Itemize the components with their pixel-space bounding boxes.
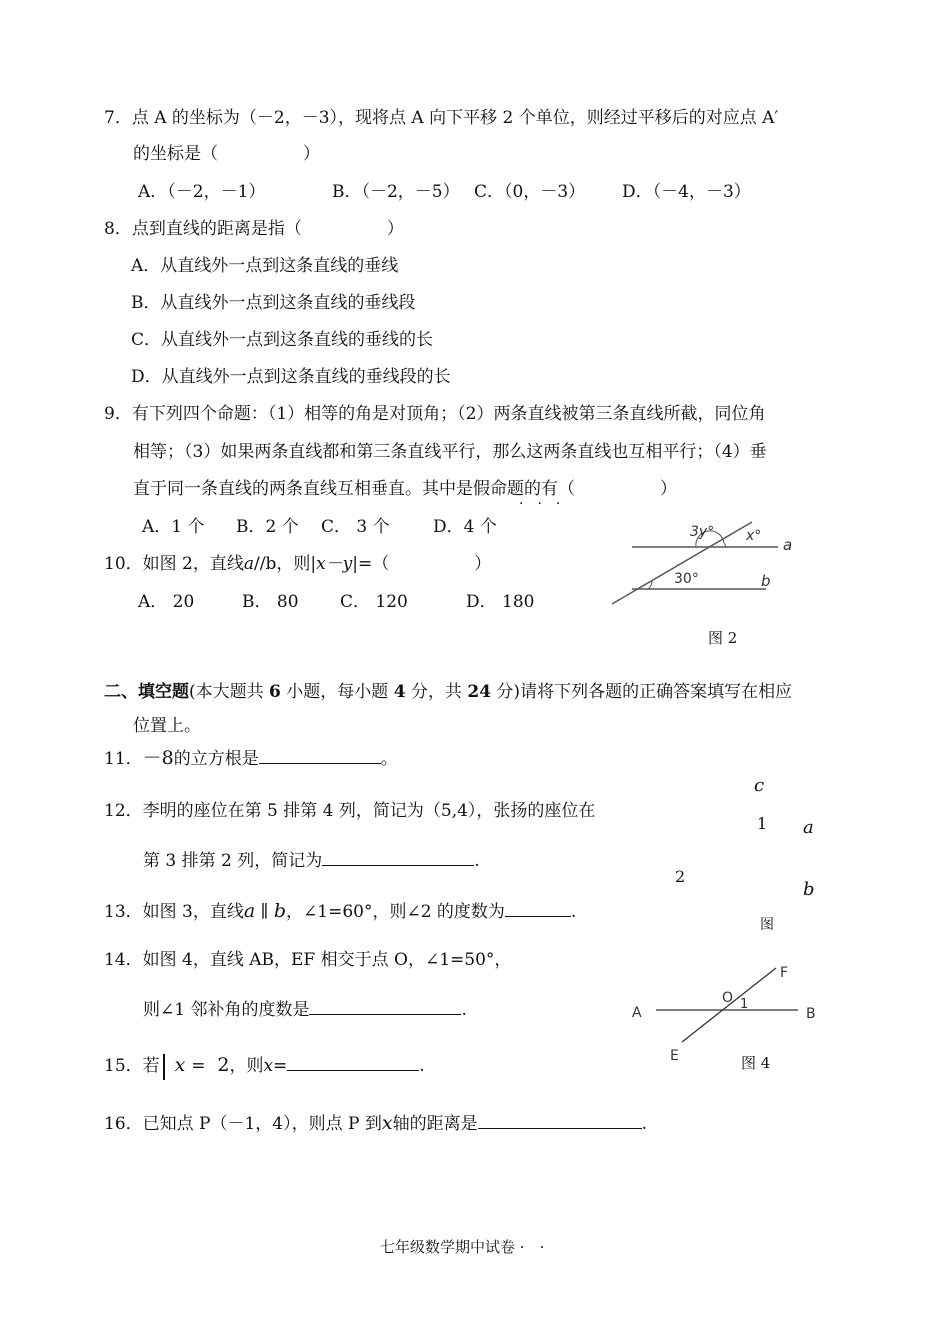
figure-4	[620, 960, 840, 1070]
figure-2-caption: 图 2	[708, 629, 738, 647]
fig3-label-b: b	[803, 879, 815, 900]
q7-option-c: C．（0，－3）	[474, 182, 586, 202]
q11-answer-blank[interactable]	[259, 747, 381, 764]
q10-option-d: D． 180	[466, 592, 535, 612]
q14-line1: 14．如图 4，直线 AB，EF 相交于点 O，∠1=50°，	[104, 950, 512, 970]
fig3-caption: 图	[760, 917, 774, 933]
q14-answer-blank[interactable]	[309, 998, 461, 1015]
q12-answer-blank[interactable]	[322, 849, 474, 866]
q11: 11．－8的立方根是 。	[104, 747, 398, 769]
q13: 13．如图 3，直线a ∥ b，∠1=60°，则∠2 的度数为 .	[104, 900, 577, 922]
q9-line1: 9．有下列四个命题：（1）相等的角是对顶角；（2）两条直线被第三条直线所截，同位角	[104, 404, 766, 424]
q7-option-b: B．（－2，－5）	[332, 182, 460, 202]
label-1: 1	[740, 997, 749, 1012]
label-O: O	[722, 990, 734, 1006]
q9-option-a: A．1 个	[142, 517, 205, 537]
q10-option-c: C． 120	[340, 592, 408, 612]
fig3-label-1: 1	[757, 814, 768, 833]
label-30: 30°	[674, 571, 699, 587]
figure-4-caption: 图 4	[741, 1054, 771, 1072]
label-x: x°	[746, 528, 762, 544]
q8-stem: 8．点到直线的距离是指（ ）	[104, 219, 404, 239]
q8-option-d: D．从直线外一点到这条直线的垂线段的长	[131, 367, 451, 387]
label-F: F	[780, 965, 789, 981]
emphasis-dots: · · ·	[519, 496, 561, 512]
q16-answer-blank[interactable]	[478, 1112, 642, 1129]
q8-option-a: A．从直线外一点到这条直线的垂线	[131, 256, 399, 276]
figure-2	[600, 510, 820, 620]
transversal	[612, 522, 752, 604]
q9-option-c: C． 3 个	[321, 517, 390, 537]
fig3-label-2: 2	[675, 867, 686, 886]
label-b: b	[761, 572, 771, 590]
q8-option-c: C．从直线外一点到这条直线的垂线的长	[131, 330, 434, 350]
section-2-heading-line2: 位置上。	[133, 716, 201, 736]
q12-line1: 12．李明的座位在第 5 排第 4 列，简记为（5,4），张扬的座位在	[104, 801, 596, 821]
page-footer: 七年级数学期中试卷 · ·	[380, 1238, 545, 1256]
q9-option-b: B．2 个	[236, 517, 299, 537]
fig3-label-c: c	[754, 775, 765, 796]
fig3-label-a: a	[803, 817, 814, 838]
q10-stem: 10．如图 2，直线a//b，则|x－y|=（ ）	[104, 554, 492, 574]
q7-option-d: D．（－4，－3）	[622, 182, 751, 202]
q12-line2: 第 3 排第 2 列，简记为 .	[143, 851, 480, 871]
q9-line2: 相等；（3）如果两条直线都和第三条直线平行，那么这两条直线也互相平行；（4）垂	[133, 442, 767, 462]
q16: 16．已知点 P（－1，4），则点 P 到x轴的距离是 .	[104, 1112, 647, 1134]
q10-option-b: B． 80	[242, 592, 299, 612]
label-E: E	[670, 1048, 679, 1064]
q14-line2: 则∠1 邻补角的度数是 .	[143, 1000, 467, 1020]
section-2-heading: 二、填空题(本大题共 6 小题，每小题 4 分，共 24 分)请将下列各题的正确答案填写在相应	[104, 682, 793, 702]
q9-option-d: D．4 个	[433, 517, 497, 537]
q10-option-a: A． 20	[138, 592, 195, 612]
label-A: A	[632, 1005, 642, 1021]
q7-option-a: A．（－2，－1）	[138, 182, 266, 202]
q7-stem-line2: 的坐标是（ ）	[133, 144, 320, 164]
q15: 15．若 x = 2，则x= .	[104, 1053, 425, 1080]
label-B: B	[806, 1006, 816, 1022]
label-3y: 3y°	[690, 524, 715, 540]
q7-stem-line1: 7．点 A 的坐标为（－2，－3），现将点 A 向下平移 2 个单位，则经过平移后的对应点 A′	[104, 108, 779, 128]
q8-option-b: B．从直线外一点到这条直线的垂线段	[131, 293, 416, 313]
label-a: a	[783, 536, 793, 554]
abs-bar	[163, 1054, 165, 1080]
q9-line3: 直于同一条直线的两条直线互相垂直。其中是假命题的有（ ）	[133, 479, 677, 499]
q13-answer-blank[interactable]	[505, 900, 571, 917]
q15-answer-blank[interactable]	[287, 1054, 419, 1071]
